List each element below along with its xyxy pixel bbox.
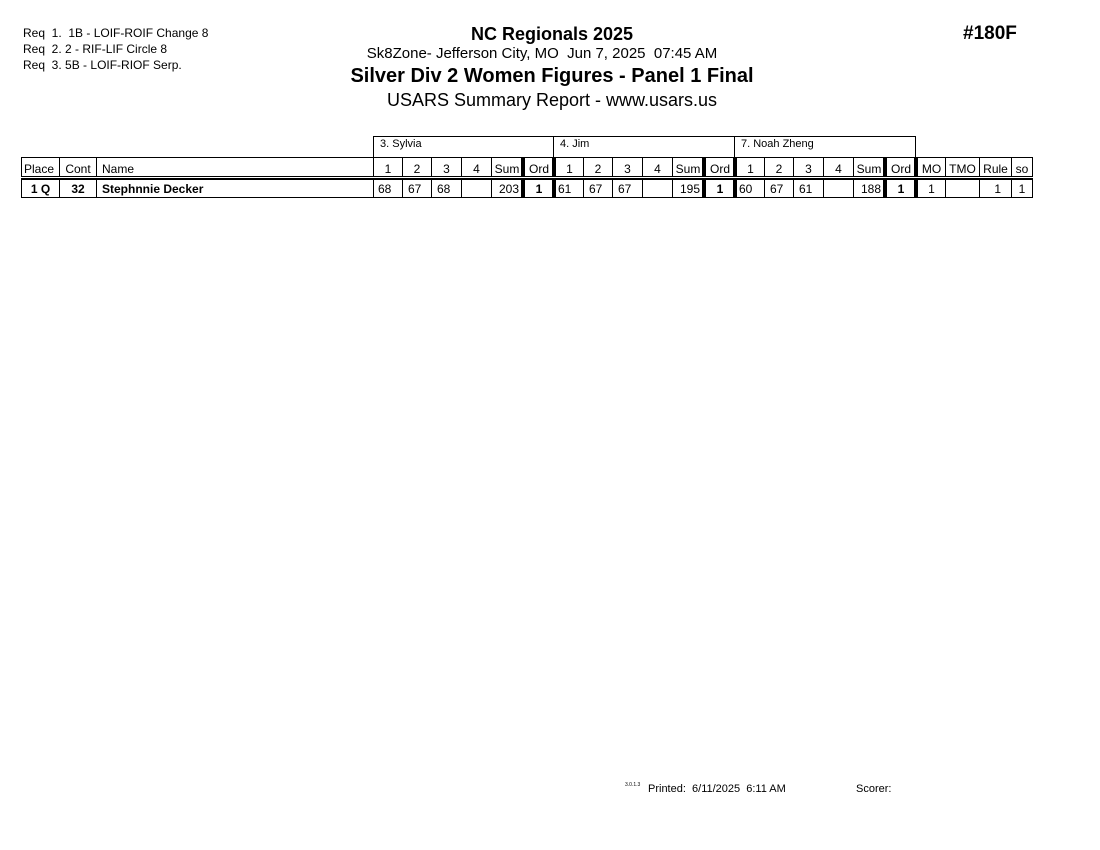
cell-score: 61	[793, 179, 823, 198]
judge-header-1: 3. Sylvia	[373, 136, 554, 157]
column-header-fig2: 2	[402, 157, 431, 178]
requirement-label: Req 1.	[23, 26, 62, 40]
cell-ord: 1	[702, 179, 734, 198]
column-header-place: Place	[21, 157, 59, 178]
column-header-sum: Sum	[672, 157, 703, 178]
cell-score	[642, 179, 672, 198]
cell-score: 67	[402, 179, 431, 198]
judge-header-2: 4. Jim	[553, 136, 735, 157]
column-header-sum: Sum	[853, 157, 884, 178]
column-header-rule: Rule	[979, 157, 1011, 178]
cell-score: 60	[733, 179, 764, 198]
column-header-fig1: 1	[733, 157, 764, 178]
cell-score: 68	[431, 179, 461, 198]
software-version: 3.0.1.3	[625, 782, 641, 788]
cell-score	[823, 179, 853, 198]
requirement-label: Req 3.	[23, 58, 62, 72]
column-header-so: so	[1011, 157, 1033, 178]
column-header-fig4: 4	[642, 157, 672, 178]
column-header-fig2: 2	[583, 157, 612, 178]
column-header-fig4: 4	[823, 157, 853, 178]
requirement-label: Req 2.	[23, 42, 62, 56]
requirement-text: 1B - LOIF-ROIF Change 8	[68, 26, 209, 40]
column-header-fig1: 1	[552, 157, 583, 178]
requirement-text: 5B - LOIF-RIOF Serp.	[65, 58, 182, 72]
column-header-name: Name	[96, 157, 373, 178]
column-header-fig4: 4	[461, 157, 491, 178]
cell-score: 67	[612, 179, 642, 198]
cell-score: 61	[552, 179, 583, 198]
cell-place: 1 Q	[21, 179, 59, 198]
column-header-fig3: 3	[612, 157, 642, 178]
column-header-fig2: 2	[764, 157, 793, 178]
column-header-tmo: TMO	[945, 157, 979, 178]
judge-header-3: 7. Noah Zheng	[734, 136, 916, 157]
cell-score: 68	[373, 179, 402, 198]
cell-score: 67	[764, 179, 793, 198]
cell-sum: 203	[491, 179, 522, 198]
cell-tmo	[945, 179, 979, 198]
event-title: NC Regionals 2025	[470, 24, 634, 44]
cell-skater-name: Stephnnie Decker	[96, 179, 373, 198]
division-title: Silver Div 2 Women Figures - Panel 1 Final	[350, 65, 754, 87]
cell-score: 67	[583, 179, 612, 198]
cell-score	[461, 179, 491, 198]
cell-sum: 188	[853, 179, 884, 198]
column-header-mo: MO	[914, 157, 945, 178]
column-header-ord: Ord	[702, 157, 734, 178]
cell-ord: 1	[521, 179, 553, 198]
column-header-cont: Cont	[59, 157, 96, 178]
cell-rule: 1	[979, 179, 1011, 198]
cell-cont: 32	[59, 179, 96, 198]
results-table	[0, 0, 1100, 220]
requirement-text: 2 - RIF-LIF Circle 8	[65, 42, 168, 56]
column-header-fig3: 3	[793, 157, 823, 178]
report-subtitle: USARS Summary Report - www.usars.us	[386, 90, 718, 110]
column-header-sum: Sum	[491, 157, 522, 178]
cell-so: 1	[1011, 179, 1033, 198]
cell-sum: 195	[672, 179, 703, 198]
printed-timestamp: Printed: 6/11/2025 6:11 AM	[648, 783, 786, 795]
event-number: #180F	[963, 23, 1017, 44]
cell-ord: 1	[883, 179, 915, 198]
column-header-fig1: 1	[373, 157, 402, 178]
column-header-ord: Ord	[883, 157, 915, 178]
cell-mo: 1	[914, 179, 945, 198]
scorer-label: Scorer:	[856, 783, 892, 795]
venue-date-line: Sk8Zone- Jefferson City, MO Jun 7, 2025 07:45 AM	[366, 45, 718, 62]
column-header-fig3: 3	[431, 157, 461, 178]
column-header-ord: Ord	[521, 157, 553, 178]
